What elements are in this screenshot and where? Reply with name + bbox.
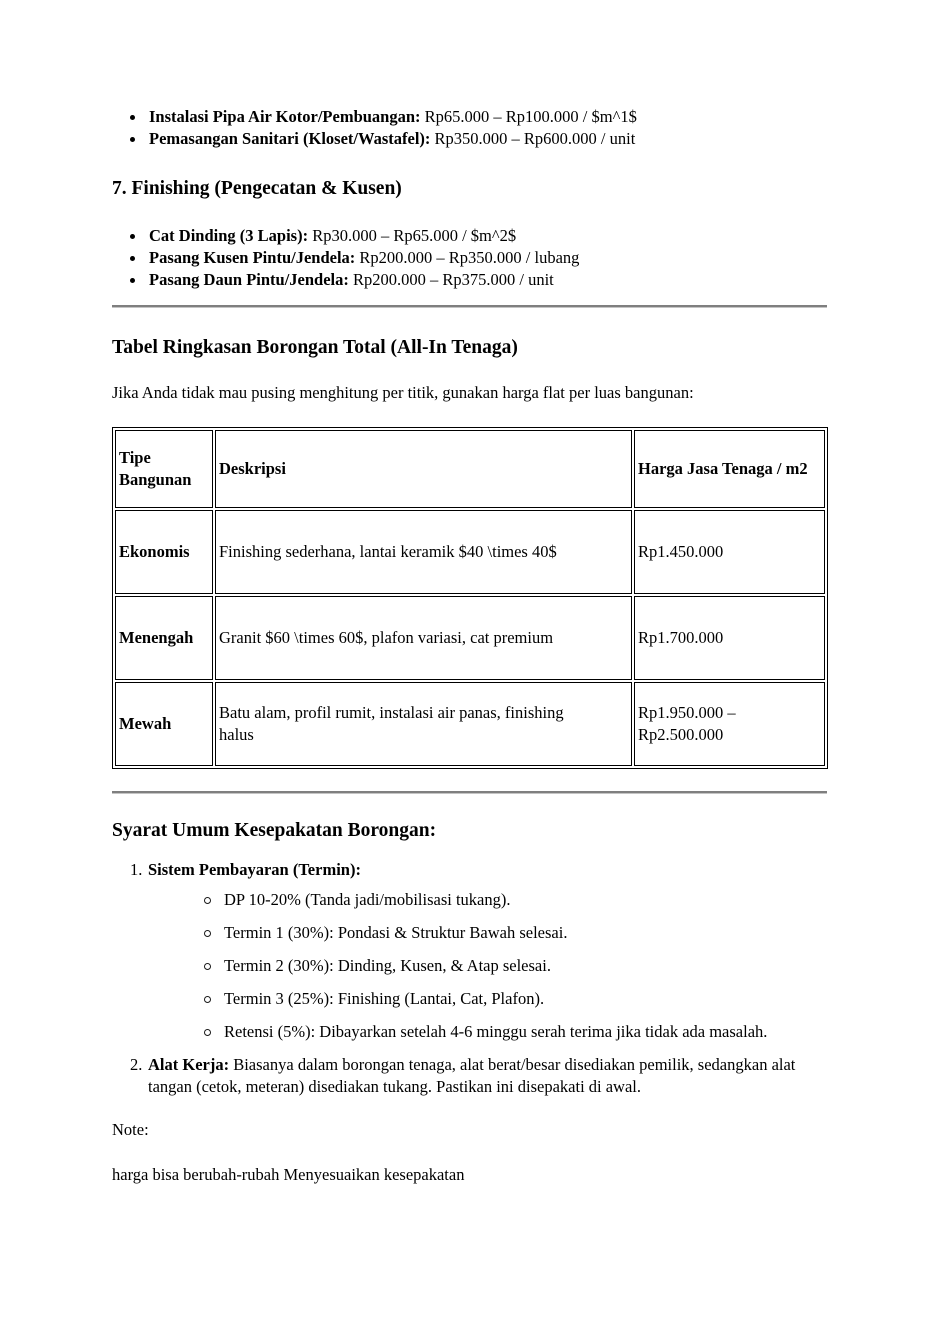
item-value: Biasanya dalam borongan tenaga, alat berat/besar disediakan pemilik, sedangkan alat tangan (cetok, meteran) disediakan tukang. Pastikan ini disepakati di awal.: [148, 1055, 796, 1096]
table-row: [115, 596, 825, 680]
cell-tipe: Ekonomis: [115, 510, 213, 594]
terms-item: [112, 859, 827, 1043]
table-header-row: [115, 430, 825, 508]
bullet-dot-icon: [130, 137, 135, 142]
item-label: Cat Dinding (3 Lapis):: [149, 226, 309, 245]
cell-tipe: Mewah: [115, 682, 213, 766]
bullet-dot-icon: [130, 278, 135, 283]
cell-harga: Rp1.700.000: [634, 596, 825, 680]
terms-item: [112, 1054, 827, 1098]
sublist-item: [148, 1021, 827, 1043]
finishing-bullet-list: [112, 225, 827, 291]
cell-deskripsi-text: Finishing sederhana, lantai keramik $40 \times 40$: [219, 542, 557, 561]
subitem-text: Retensi (5%): Dibayarkan setelah 4-6 minggu serah terima jika tidak ada masalah.: [224, 1022, 768, 1041]
item-label: Sistem Pembayaran (Termin):: [148, 860, 361, 879]
circle-bullet-icon: [204, 930, 211, 937]
cell-deskripsi-text: Batu alam, profil rumit, instalasi air panas, finishing halus: [219, 703, 564, 744]
section-divider: [112, 791, 827, 794]
section-heading-tabel-ringkasan: Tabel Ringkasan Borongan Total (All-In Tenaga): [112, 337, 518, 358]
table-row: [115, 682, 825, 766]
bullet-dot-icon: [130, 234, 135, 239]
terms-list: [112, 859, 827, 1098]
subitem-text: Termin 1 (30%): Pondasi & Struktur Bawah selesai.: [224, 923, 568, 942]
item-label: Instalasi Pipa Air Kotor/Pembuangan:: [149, 107, 421, 126]
item-label: Pasang Kusen Pintu/Jendela:: [149, 248, 356, 267]
subitem-text: Termin 3 (25%): Finishing (Lantai, Cat, Plafon).: [224, 989, 545, 1008]
section-heading-syarat: Syarat Umum Kesepakatan Borongan:: [112, 820, 437, 841]
list-item: [112, 225, 827, 247]
column-header-tipe: Tipe Bangunan: [115, 430, 213, 508]
list-item: [112, 269, 827, 291]
item-value: Rp200.000 – Rp350.000 / lubang: [355, 248, 580, 267]
cell-harga: Rp1.450.000: [634, 510, 825, 594]
item-number: 2.: [130, 1055, 143, 1074]
sublist-item: [148, 988, 827, 1010]
circle-bullet-icon: [204, 897, 211, 904]
circle-bullet-icon: [204, 996, 211, 1003]
item-label: Pemasangan Sanitari (Kloset/Wastafel):: [149, 129, 431, 148]
item-label: Alat Kerja:: [148, 1055, 230, 1074]
note-text: harga bisa berubah-rubah Menyesuaikan kesepakatan: [112, 1165, 465, 1184]
section-heading-finishing: 7. Finishing (Pengecatan & Kusen): [112, 178, 402, 199]
cell-deskripsi: [215, 682, 632, 766]
list-item: [112, 128, 827, 150]
column-header-deskripsi: Deskripsi: [215, 430, 632, 508]
list-item: [112, 106, 827, 128]
item-value: Rp30.000 – Rp65.000 / $m^2$: [308, 226, 517, 245]
cell-harga: Rp1.950.000 – Rp2.500.000: [634, 682, 825, 766]
item-value: Rp65.000 – Rp100.000 / $m^1$: [420, 107, 637, 126]
table-row: [115, 510, 825, 594]
intro-paragraph: Jika Anda tidak mau pusing menghitung per titik, gunakan harga flat per luas bangunan:: [112, 383, 694, 402]
summary-table: [112, 427, 828, 769]
sublist-item: [148, 955, 827, 977]
note-label: Note:: [112, 1120, 149, 1139]
item-value: Rp200.000 – Rp375.000 / unit: [348, 270, 554, 289]
cell-deskripsi: [215, 510, 632, 594]
section-divider: [112, 305, 827, 308]
cell-deskripsi: [215, 596, 632, 680]
list-item: [112, 247, 827, 269]
termin-sublist: [148, 889, 827, 1043]
column-header-harga: Harga Jasa Tenaga / m2: [634, 430, 825, 508]
item-number: 1.: [130, 860, 143, 879]
circle-bullet-icon: [204, 1029, 211, 1036]
item-label: Pasang Daun Pintu/Jendela:: [149, 270, 349, 289]
sublist-item: [148, 922, 827, 944]
cell-deskripsi-text: Granit $60 \times 60$, plafon variasi, cat premium: [219, 628, 554, 647]
item-value: Rp350.000 – Rp600.000 / unit: [430, 129, 636, 148]
sublist-item: [148, 889, 827, 911]
subitem-text: Termin 2 (30%): Dinding, Kusen, & Atap selesai.: [224, 956, 551, 975]
circle-bullet-icon: [204, 963, 211, 970]
bullet-dot-icon: [130, 256, 135, 261]
cell-tipe: Menengah: [115, 596, 213, 680]
plumbing-bullet-list: [112, 106, 827, 150]
subitem-text: DP 10-20% (Tanda jadi/mobilisasi tukang).: [224, 890, 511, 909]
bullet-dot-icon: [130, 115, 135, 120]
